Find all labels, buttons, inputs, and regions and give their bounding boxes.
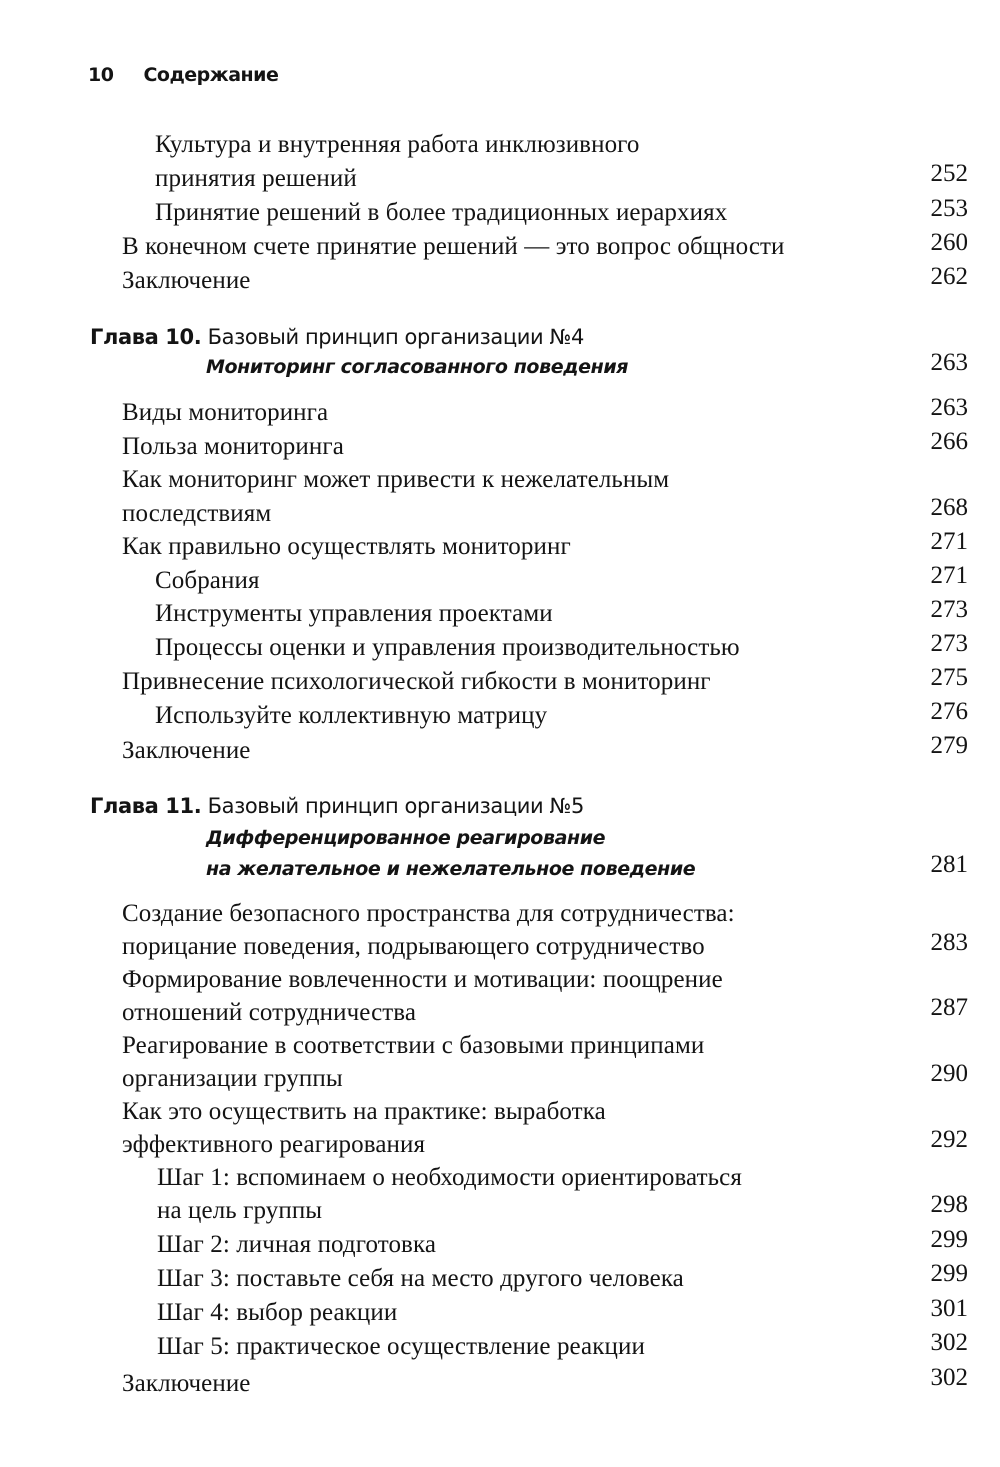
chapter-heading bbox=[90, 791, 584, 821]
toc-page-number: 290 bbox=[930, 1060, 968, 1087]
toc-entry-line: Инструменты управления проектами bbox=[155, 600, 553, 627]
chapter-subtitle: Мониторинг согласованного поведения bbox=[206, 356, 629, 378]
toc-page-number: 276 bbox=[930, 698, 968, 725]
toc-page-number: 298 bbox=[930, 1191, 968, 1218]
toc-entry-line: Принятие решений в более традиционных иерархиях bbox=[155, 199, 728, 226]
toc-page-number: 279 bbox=[930, 732, 968, 759]
toc-entry-line: Шаг 4: выбор реакции bbox=[157, 1299, 398, 1326]
toc-page-number: 252 bbox=[930, 160, 968, 187]
chapter-label: Глава 11. bbox=[90, 794, 202, 818]
toc-entry-line: Как мониторинг может привести к нежелательным bbox=[122, 466, 670, 493]
toc-entry-line: Заключение bbox=[122, 1370, 251, 1397]
toc-page-number: 302 bbox=[930, 1329, 968, 1356]
toc-entry-line: Шаг 2: личная подготовка bbox=[157, 1231, 437, 1258]
toc-page-number: 302 bbox=[930, 1364, 968, 1391]
running-header bbox=[88, 64, 278, 86]
chapter-label: Глава 10. bbox=[90, 325, 202, 349]
toc-entry-line: Как правильно осуществлять мониторинг bbox=[122, 533, 571, 560]
toc-page-number: 281 bbox=[930, 851, 968, 878]
toc-page-number: 260 bbox=[930, 229, 968, 256]
toc-entry-line: Привнесение психологической гибкости в мониторинг bbox=[122, 668, 711, 695]
toc-page-number: 273 bbox=[930, 630, 968, 657]
toc-page-number: 299 bbox=[930, 1226, 968, 1253]
toc-entry-line: Формирование вовлеченности и мотивации: поощрение bbox=[122, 966, 723, 993]
toc-page-number: 299 bbox=[930, 1260, 968, 1287]
toc-page-number: 266 bbox=[930, 428, 968, 455]
toc-page-number: 263 bbox=[930, 349, 968, 376]
toc-page-number: 287 bbox=[930, 994, 968, 1021]
toc-entry-line: Собрания bbox=[155, 567, 260, 594]
toc-entry-line: Процессы оценки и управления производительностью bbox=[155, 634, 740, 661]
toc-page-number: 283 bbox=[930, 929, 968, 956]
toc-entry-line: Заключение bbox=[122, 267, 251, 294]
toc-entry-line: Создание безопасного пространства для сотрудничества: bbox=[122, 900, 735, 927]
toc-entry-line: последствиям bbox=[122, 500, 272, 527]
toc-page-number: 262 bbox=[930, 263, 968, 290]
toc-page-number: 263 bbox=[930, 394, 968, 421]
toc-entry-line: Шаг 3: поставьте себя на место другого человека bbox=[157, 1265, 684, 1292]
toc-page-number: 275 bbox=[930, 664, 968, 691]
toc-entry-line: Шаг 1: вспоминаем о необходимости ориентироваться bbox=[157, 1164, 742, 1191]
running-title: Содержание bbox=[143, 64, 279, 86]
chapter-subtitle: на желательное и нежелательное поведение bbox=[206, 858, 696, 880]
toc-page-number: 301 bbox=[930, 1295, 968, 1322]
toc-page-number: 292 bbox=[930, 1126, 968, 1153]
chapter-title: Базовый принцип организации №5 bbox=[207, 794, 584, 818]
toc-entry-line: отношений сотрудничества bbox=[122, 999, 417, 1026]
toc-page-number: 273 bbox=[930, 596, 968, 623]
toc-entry-line: Заключение bbox=[122, 737, 251, 764]
toc-entry-line: В конечном счете принятие решений — это вопрос общности bbox=[122, 233, 785, 260]
toc-entry-line: Виды мониторинга bbox=[122, 399, 329, 426]
toc-entry-line: организации группы bbox=[122, 1065, 343, 1092]
toc-entry-line: порицание поведения, подрывающего сотрудничество bbox=[122, 933, 705, 960]
toc-entry-line: Культура и внутренняя работа инклюзивного bbox=[155, 131, 640, 158]
toc-entry-line: на цель группы bbox=[157, 1197, 323, 1224]
toc-page-number: 271 bbox=[930, 562, 968, 589]
toc-page-number: 268 bbox=[930, 494, 968, 521]
page-number: 10 bbox=[88, 64, 114, 86]
toc-entry-line: Как это осуществить на практике: выработка bbox=[122, 1098, 606, 1125]
chapter-heading bbox=[90, 322, 584, 352]
chapter-title: Базовый принцип организации №4 bbox=[207, 325, 584, 349]
toc-entry-line: Реагирование в соответствии с базовыми принципами bbox=[122, 1032, 705, 1059]
toc-page-number: 271 bbox=[930, 528, 968, 555]
toc-entry-line: Используйте коллективную матрицу bbox=[155, 702, 548, 729]
toc-entry-line: Польза мониторинга bbox=[122, 433, 344, 460]
toc-entry-line: принятия решений bbox=[155, 165, 357, 192]
toc-page-number: 253 bbox=[930, 195, 968, 222]
chapter-subtitle: Дифференцированное реагирование bbox=[206, 827, 606, 849]
toc-entry-line: эффективного реагирования bbox=[122, 1131, 426, 1158]
toc-entry-line: Шаг 5: практическое осуществление реакции bbox=[157, 1333, 645, 1360]
